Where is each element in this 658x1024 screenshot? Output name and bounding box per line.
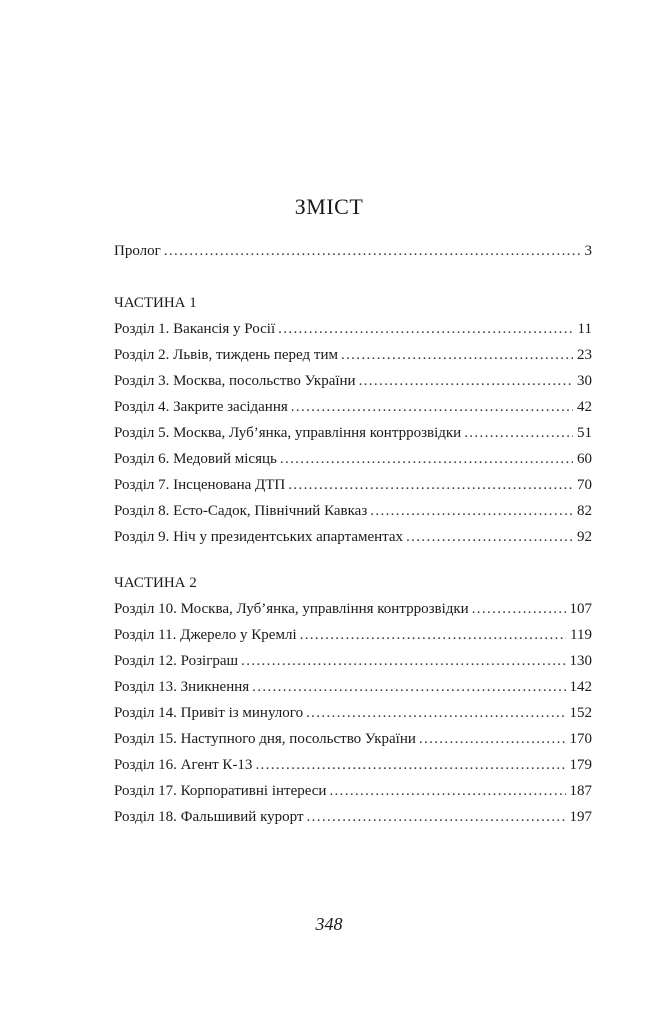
toc-entry: [114, 596, 592, 622]
toc-entry-page: 152: [569, 705, 592, 721]
toc-entry-label: Розділ 14. Привіт із минулого: [114, 705, 304, 721]
toc-entry-page: 11: [577, 321, 592, 337]
toc-entry-page: 187: [569, 783, 592, 799]
toc-entry-page: 30: [577, 373, 592, 389]
page-title: ЗМІСТ: [294, 194, 364, 219]
toc-prologue: [114, 238, 592, 264]
toc-entry-label: Розділ 7. Інсценована ДТП: [114, 477, 286, 493]
toc-entry-label: Розділ 13. Зникнення: [114, 679, 250, 695]
toc-entry-label: Розділ 10. Москва, Луб’янка, управління контррозвідки: [114, 601, 469, 617]
dot-leader: [241, 648, 565, 674]
toc-entry-label: Розділ 3. Москва, посольство України: [114, 373, 356, 389]
part-heading: ЧАСТИНА 2: [114, 575, 197, 591]
toc-entry-page: 42: [577, 399, 592, 415]
toc-entry-page: 3: [584, 243, 592, 259]
dot-leader: [464, 420, 573, 446]
dot-leader: [472, 596, 566, 622]
toc-entry-page: 107: [569, 601, 592, 617]
dot-leader: [300, 622, 566, 648]
dot-leader: [419, 726, 566, 752]
toc-entry: [114, 778, 592, 804]
toc-entry: [114, 648, 592, 674]
toc-entry-page: 23: [577, 347, 592, 363]
toc-entry-label: Розділ 12. Розіграш: [114, 653, 239, 669]
dot-leader: [329, 778, 565, 804]
toc-entry: [114, 622, 592, 648]
toc-entry: [114, 394, 592, 420]
toc-entry-page: 130: [569, 653, 592, 669]
toc-entry: [114, 420, 592, 446]
dot-leader: [291, 394, 573, 420]
part-heading: ЧАСТИНА 1: [114, 295, 197, 311]
toc-entry-label: Розділ 17. Корпоративні інтереси: [114, 783, 327, 799]
toc-entry: [114, 726, 592, 752]
dot-leader: [288, 472, 573, 498]
toc-entry-label: Розділ 9. Ніч у президентських апартаментах: [114, 529, 404, 545]
toc-entry-label: Розділ 8. Есто-Садок, Північний Кавказ: [114, 503, 368, 519]
toc-entry-page: 179: [569, 757, 592, 773]
toc-entry-label: Розділ 2. Львів, тиждень перед тим: [114, 347, 338, 363]
toc-entry-label: Розділ 1. Вакансія у Росії: [114, 321, 276, 337]
toc-entry-label: Розділ 16. Агент К-13: [114, 757, 253, 773]
toc-entry-page: 60: [577, 451, 592, 467]
toc-part-2: [114, 570, 592, 830]
toc-entry: [114, 342, 592, 368]
dot-leader: [307, 804, 566, 830]
toc-entry: [114, 752, 592, 778]
toc-entry: [114, 316, 592, 342]
dot-leader: [341, 342, 573, 368]
toc-entry-page: 51: [577, 425, 592, 441]
toc-entry-page: 70: [577, 477, 592, 493]
toc-entry: [114, 368, 592, 394]
toc-entry: [114, 472, 592, 498]
toc-entry-page: 119: [570, 627, 592, 643]
toc-entry-page: 170: [569, 731, 592, 747]
dot-leader: [359, 368, 573, 394]
toc-part-1: [114, 290, 592, 550]
toc-entry-label: Розділ 18. Фальшивий курорт: [114, 809, 304, 825]
toc-entry-page: 82: [577, 503, 592, 519]
toc-entry: [114, 498, 592, 524]
toc-entry-label: Розділ 15. Наступного дня, посольство України: [114, 731, 416, 747]
toc-entry: [114, 700, 592, 726]
page-number: 348: [315, 914, 343, 934]
dot-leader: [406, 524, 573, 550]
dot-leader: [370, 498, 573, 524]
dot-leader: [278, 316, 573, 342]
toc-entry: [114, 804, 592, 830]
toc-entry-page: 197: [569, 809, 592, 825]
dot-leader: [306, 700, 565, 726]
dot-leader: [252, 674, 565, 700]
toc-entry-label: Розділ 4. Закрите засідання: [114, 399, 288, 415]
toc-entry-label: Розділ 11. Джерело у Кремлі: [114, 627, 297, 643]
toc-entry-label: Розділ 5. Москва, Луб’янка, управління контррозвідки: [114, 425, 462, 441]
toc-entry-label: Пролог: [114, 243, 161, 259]
toc-entry-page: 92: [577, 529, 592, 545]
toc-entry-page: 142: [569, 679, 592, 695]
dot-leader: [280, 446, 573, 472]
toc-entry: [114, 238, 592, 264]
dot-leader: [164, 238, 581, 264]
toc-entry-label: Розділ 6. Медовий місяць: [114, 451, 277, 467]
toc-entry: [114, 674, 592, 700]
toc-entry: [114, 524, 592, 550]
toc-entry: [114, 446, 592, 472]
dot-leader: [255, 752, 565, 778]
